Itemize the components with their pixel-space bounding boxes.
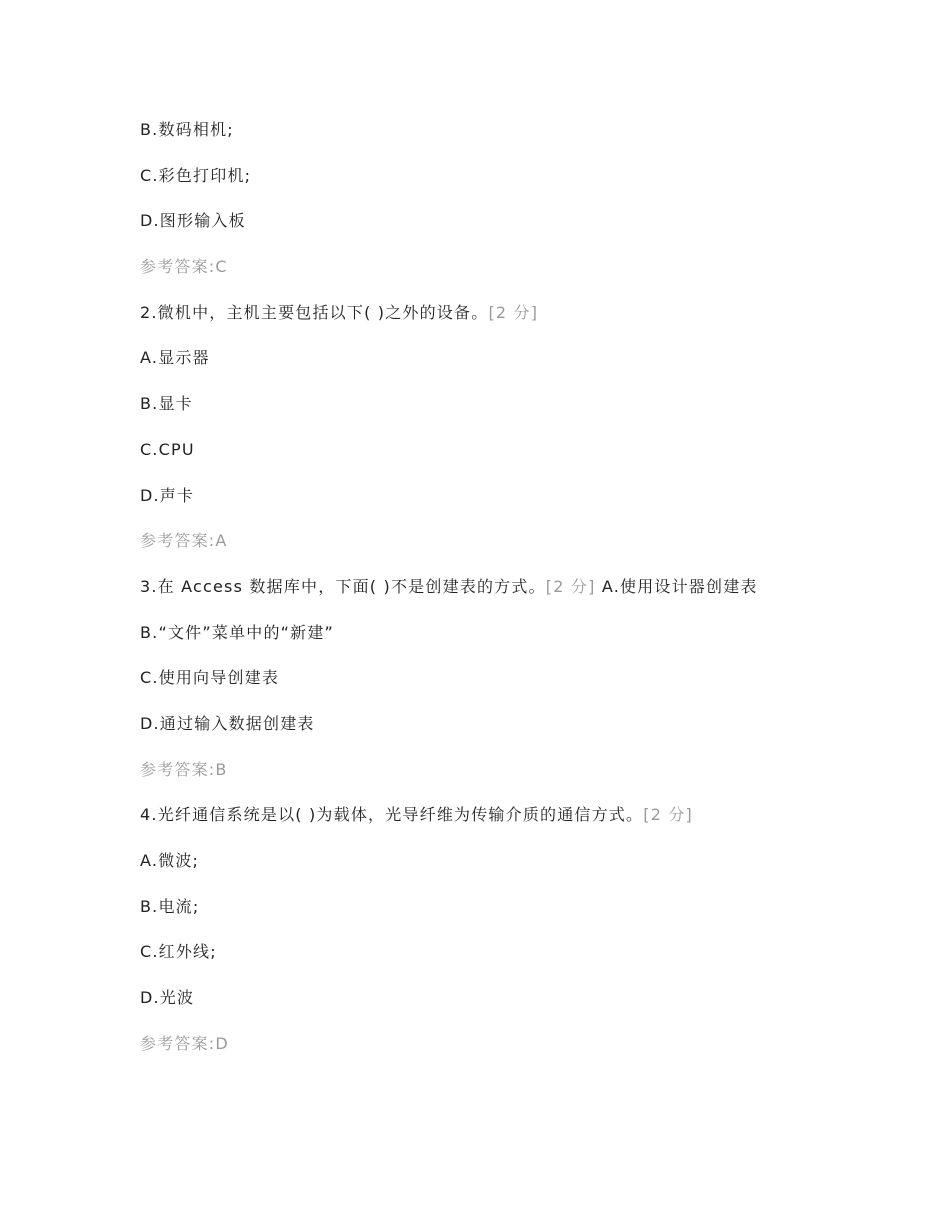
option-c: [140, 437, 820, 483]
reference-answer: [140, 254, 820, 300]
option-a-inline: A.使用设计器创建表: [601, 576, 758, 596]
option-text: B.“文件”菜单中的“新建”: [140, 622, 335, 642]
reference-answer: [140, 528, 820, 574]
question-list: [140, 117, 820, 1076]
option-b: [140, 391, 820, 437]
option-text: D.通过输入数据创建表: [140, 713, 315, 733]
option-text: C.使用向导创建表: [140, 668, 280, 688]
option-a: [140, 345, 820, 391]
option-b: [140, 117, 820, 163]
question-score: [2 分]: [488, 302, 539, 322]
option-text: D.光波: [140, 988, 195, 1008]
question-score: [2 分]: [545, 576, 596, 596]
question-text: 3.在 Access 数据库中，下面( )不是创建表的方式。: [140, 576, 546, 596]
option-text: D.声卡: [140, 485, 195, 505]
option-b: [140, 620, 820, 666]
reference-answer: [140, 1031, 820, 1077]
reference-answer: [140, 757, 820, 803]
option-text: A.显示器: [140, 348, 210, 368]
option-d: [140, 985, 820, 1031]
question-text: 2.微机中，主机主要包括以下( )之外的设备。: [140, 302, 489, 322]
option-text: B.数码相机;: [140, 120, 234, 139]
option-text: A.微波;: [140, 851, 200, 870]
question-2: [140, 300, 820, 346]
option-c: [140, 163, 820, 209]
question-3: [140, 574, 820, 620]
option-text: D.图形输入板: [140, 211, 246, 231]
option-text: C.红外线;: [140, 942, 217, 962]
option-text: B.显卡: [140, 394, 193, 414]
answer-text: 参考答案:B: [140, 759, 228, 779]
answer-text: 参考答案:D: [140, 1033, 229, 1053]
answer-text: 参考答案:C: [140, 257, 228, 277]
option-c: [140, 665, 820, 711]
option-d: [140, 483, 820, 529]
option-d: [140, 711, 820, 757]
option-text: C.彩色打印机;: [140, 165, 252, 185]
question-4: [140, 802, 820, 848]
option-text: C.CPU: [140, 439, 195, 459]
option-a: [140, 848, 820, 894]
option-b: [140, 894, 820, 940]
option-text: B.电流;: [140, 896, 200, 916]
question-text: 4.光纤通信系统是以( )为载体，光导纤维为传输介质的通信方式。: [140, 805, 644, 825]
option-d: [140, 208, 820, 254]
question-score: [2 分]: [643, 805, 694, 825]
answer-text: 参考答案:A: [140, 531, 228, 551]
option-c: [140, 939, 820, 985]
